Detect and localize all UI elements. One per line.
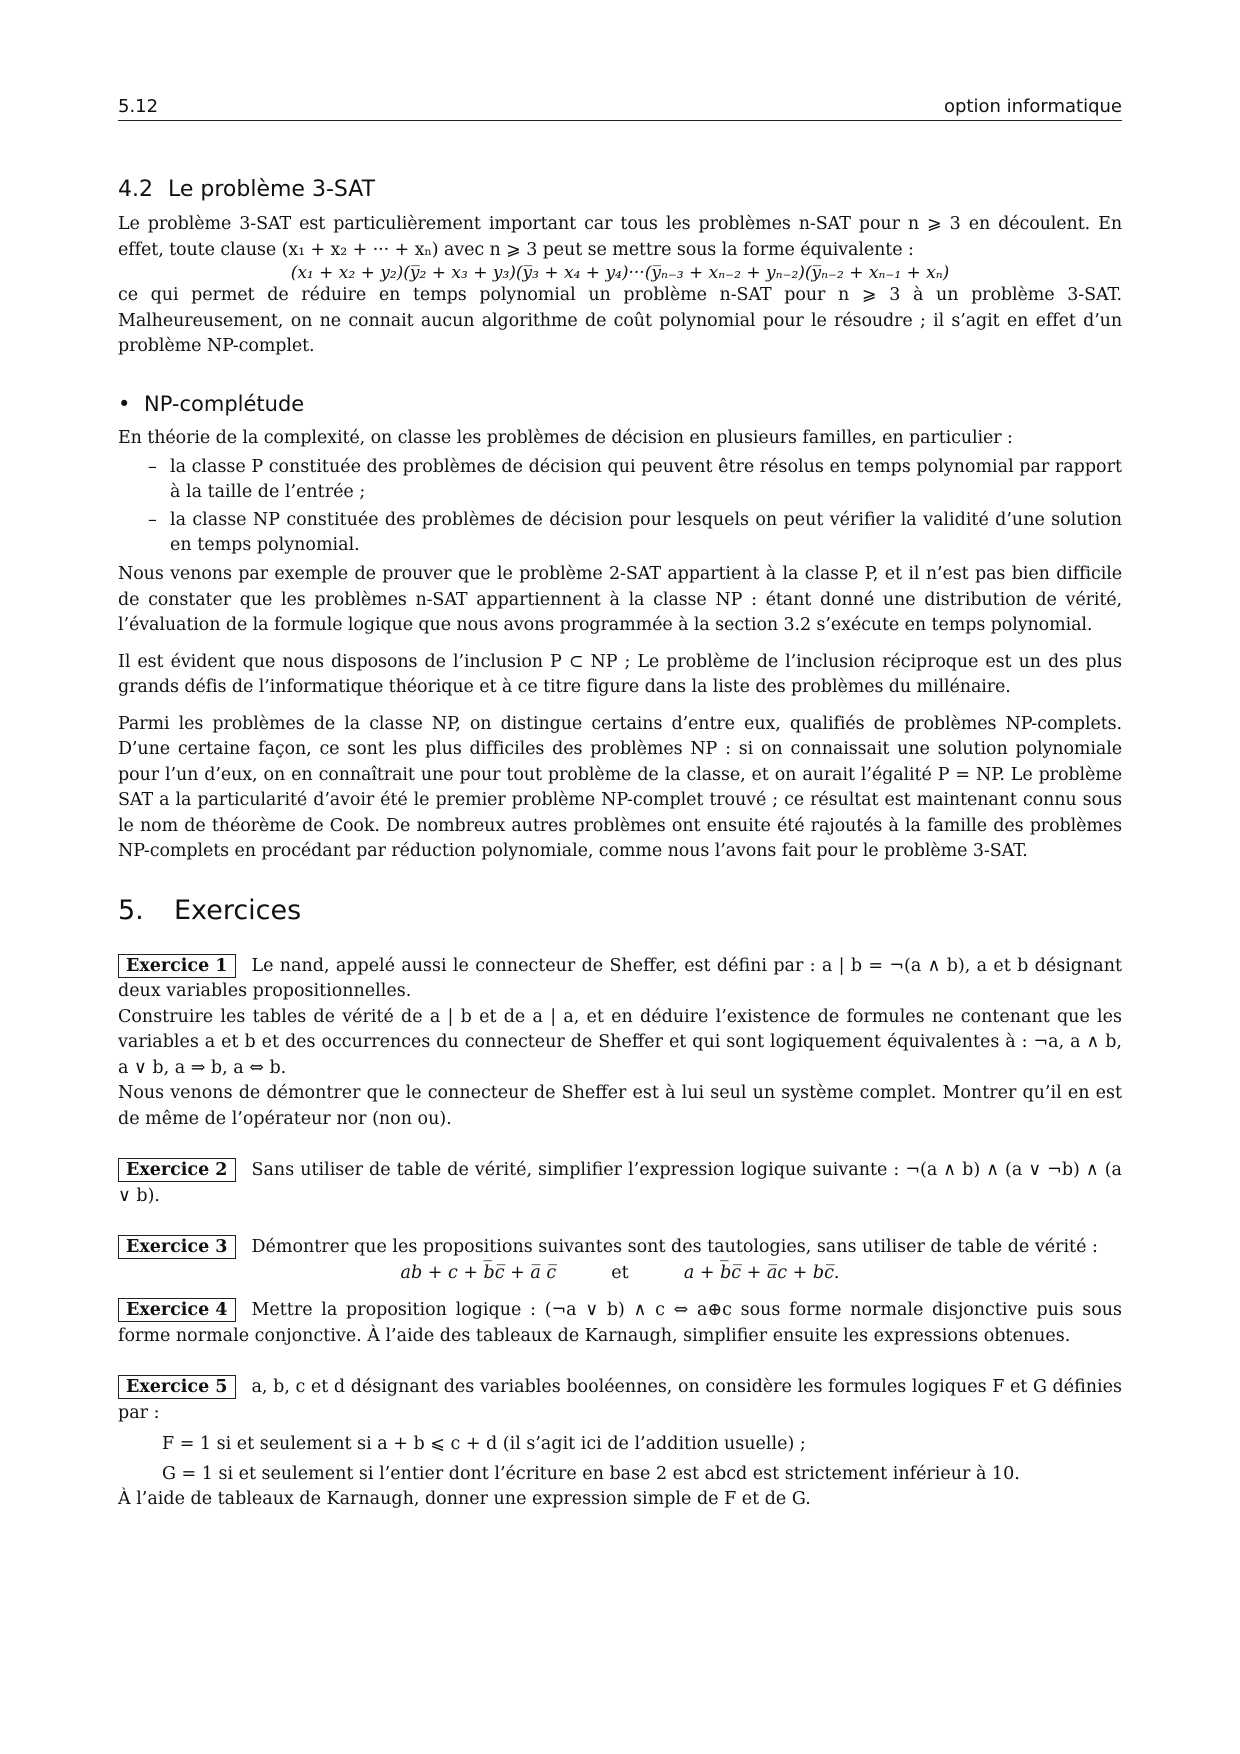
section-5-heading [118, 895, 1122, 926]
exercise-5 [118, 1375, 1122, 1513]
exercise-text: Démontrer que les propositions suivantes sont des tautologies, sans utiliser de table de vérité : [251, 1237, 1098, 1257]
list-item-text: la classe P constituée des problèmes de décision qui peuvent être résolus en temps polynomial par rapport à la taille de l’entrée ; [170, 457, 1122, 502]
exercise-text: Sans utiliser de table de vérité, simplifier l’expression logique suivante : ¬(a ∧ b) ∧ (a ∨ ¬b) ∧ (a ∨ b). [118, 1160, 1122, 1206]
paragraph: Le problème 3-SAT est particulièrement important car tous les problèmes n-SAT pour n ⩾ 3 en découlent. En effet, toute clause (x₁ + x₂ + ··· + xₙ) avec n ⩾ 3 peut se mettre sous la forme équivalente : [118, 214, 1122, 260]
list-item-text: la classe NP constituée des problèmes de décision pour lesquels on peut vérifier la validité d’une solution en temps polynomial. [170, 510, 1122, 555]
paragraph: ce qui permet de réduire en temps polynomial un problème n-SAT pour n ⩾ 3 à un problème 3-SAT. Malheureusement, on ne connait aucun algorithme de coût polynomial pour le résoudre ; il s’agit en effet d’un problème NP-complet. [118, 285, 1123, 356]
exercise-text: Mettre la proposition logique : (¬a ∨ b) ∧ c ⇔ a⊕c sous forme normale disjonctive puis sous forme normale conjonctive. À l’aide des tableaux de Karnaugh, simplifier ensuite les expressions obtenues. [118, 1300, 1122, 1346]
definition-line: G = 1 si et seulement si l’entier dont l’écriture en base 2 est abcd est strictement inférieur à 10. [162, 1463, 1020, 1484]
exercise-4 [118, 1298, 1122, 1349]
section-number: 5. [118, 894, 144, 926]
equation [118, 1261, 1122, 1287]
running-title: option informatique [943, 96, 1122, 117]
paragraph: En théorie de la complexité, on classe les problèmes de décision en plusieurs familles, en particulier : [118, 427, 1013, 448]
paragraph: Il est évident que nous disposons de l’inclusion P ⊂ NP ; Le problème de l’inclusion réciproque est un des plus grands défis de l’informatique théorique et à ce titre figure dans la liste des problèmes du millénaire. [118, 651, 1122, 697]
exercise-label: Exercice 2 [118, 1158, 236, 1182]
page-header [118, 96, 1122, 121]
formula-right: a + b̅c̅ + a̅c + bc̅. [683, 1262, 840, 1283]
exercise-3 [118, 1235, 1122, 1286]
exercise-label: Exercice 1 [118, 954, 236, 978]
list-item [118, 455, 1122, 505]
npc-heading [118, 392, 1122, 416]
exercise-label: Exercice 3 [118, 1235, 236, 1259]
exercise-text: a, b, c et d désignant des variables booléennes, on considère les formules logiques F et G définies par : [118, 1377, 1122, 1423]
section-number: 4.2 [118, 177, 153, 202]
paragraph: Parmi les problèmes de la classe NP, on distingue certains d’entre eux, qualifiés de problèmes NP-complets. D’une certaine façon, ce sont les plus difficiles des problèmes NP : si on connaissait une solution polynomiale pour l’un d’eux, on en connaîtrait une pour tout problème de la classe, et on aurait l’égalité P = NP. Le problème SAT a la particularité d’avoir été le premier problème NP-complet trouvé ; ce résultat est maintenant connu sous le nom de théorème de Cook. De nombreux autres problèmes ont ensuite été rajoutés à la famille des problèmes NP-complets en procédant par réduction polynomiale, comme nous l’avons fait pour le problème 3-SAT. [118, 713, 1122, 861]
dash-icon: – [148, 510, 157, 530]
paragraph: Nous venons par exemple de prouver que le problème 2-SAT appartient à la classe P, et il n’est pas bien difficile de constater que les problèmes n-SAT appartiennent à la classe NP : étant donné une distribution de vérité, l’évaluation de la formule logique que nous avons programmée à la section 3.2 s’exécute en temps polynomial. [118, 564, 1122, 635]
exercise-text: Construire les tables de vérité de a | b et de a | a, et en déduire l’existence de formules ne contenant que les variables a et b et des occurrences du connecteur de Sheffer et qui sont logiquement équivalentes à : ¬a, a ∧ b, a ∨ b, a ⇒ b, a ⇔ b. [118, 1006, 1122, 1078]
class-list [118, 455, 1122, 558]
list-item [118, 508, 1122, 558]
formula-connector: et [611, 1262, 629, 1283]
exercise-1 [118, 954, 1122, 1133]
section-4-2-heading [118, 177, 1122, 202]
formula-left: ab + c + b̅c̅ + a̅ c̅ [400, 1262, 557, 1283]
dash-icon: – [148, 457, 157, 477]
equation: (x₁ + x₂ + y₂)(y̅₂ + x₃ + y₃)(y̅₃ + x₄ + y₄)···(y̅ₙ₋₃ + xₙ₋₂ + yₙ₋₂)(y̅ₙ₋₂ + xₙ₋₁ + xₙ) [290, 263, 950, 283]
exercise-label: Exercice 5 [118, 1375, 236, 1399]
document-page [118, 96, 1122, 1513]
subsection-title: NP-complétude [144, 391, 305, 416]
page-number: 5.12 [118, 96, 159, 117]
section-title: Le problème 3-SAT [168, 177, 376, 202]
exercise-text: Nous venons de démontrer que le connecteur de Sheffer est à lui seul un système complet. Montrer qu’il en est de même de l’opérateur nor (non ou). [118, 1083, 1122, 1129]
section-title: Exercices [174, 894, 302, 926]
exercise-text: Le nand, appelé aussi le connecteur de Sheffer, est défini par : a | b = ¬(a ∧ b), a et b désignant deux variables propositionnelles. [118, 955, 1122, 1001]
exercise-2 [118, 1158, 1122, 1209]
definition-line: F = 1 si et seulement si a + b ⩽ c + d (il s’agit ici de l’addition usuelle) ; [162, 1434, 806, 1454]
bullet-icon: • [118, 391, 131, 416]
exercise-label: Exercice 4 [118, 1298, 236, 1322]
exercise-text: À l’aide de tableaux de Karnaugh, donner une expression simple de F et de G. [118, 1489, 811, 1509]
